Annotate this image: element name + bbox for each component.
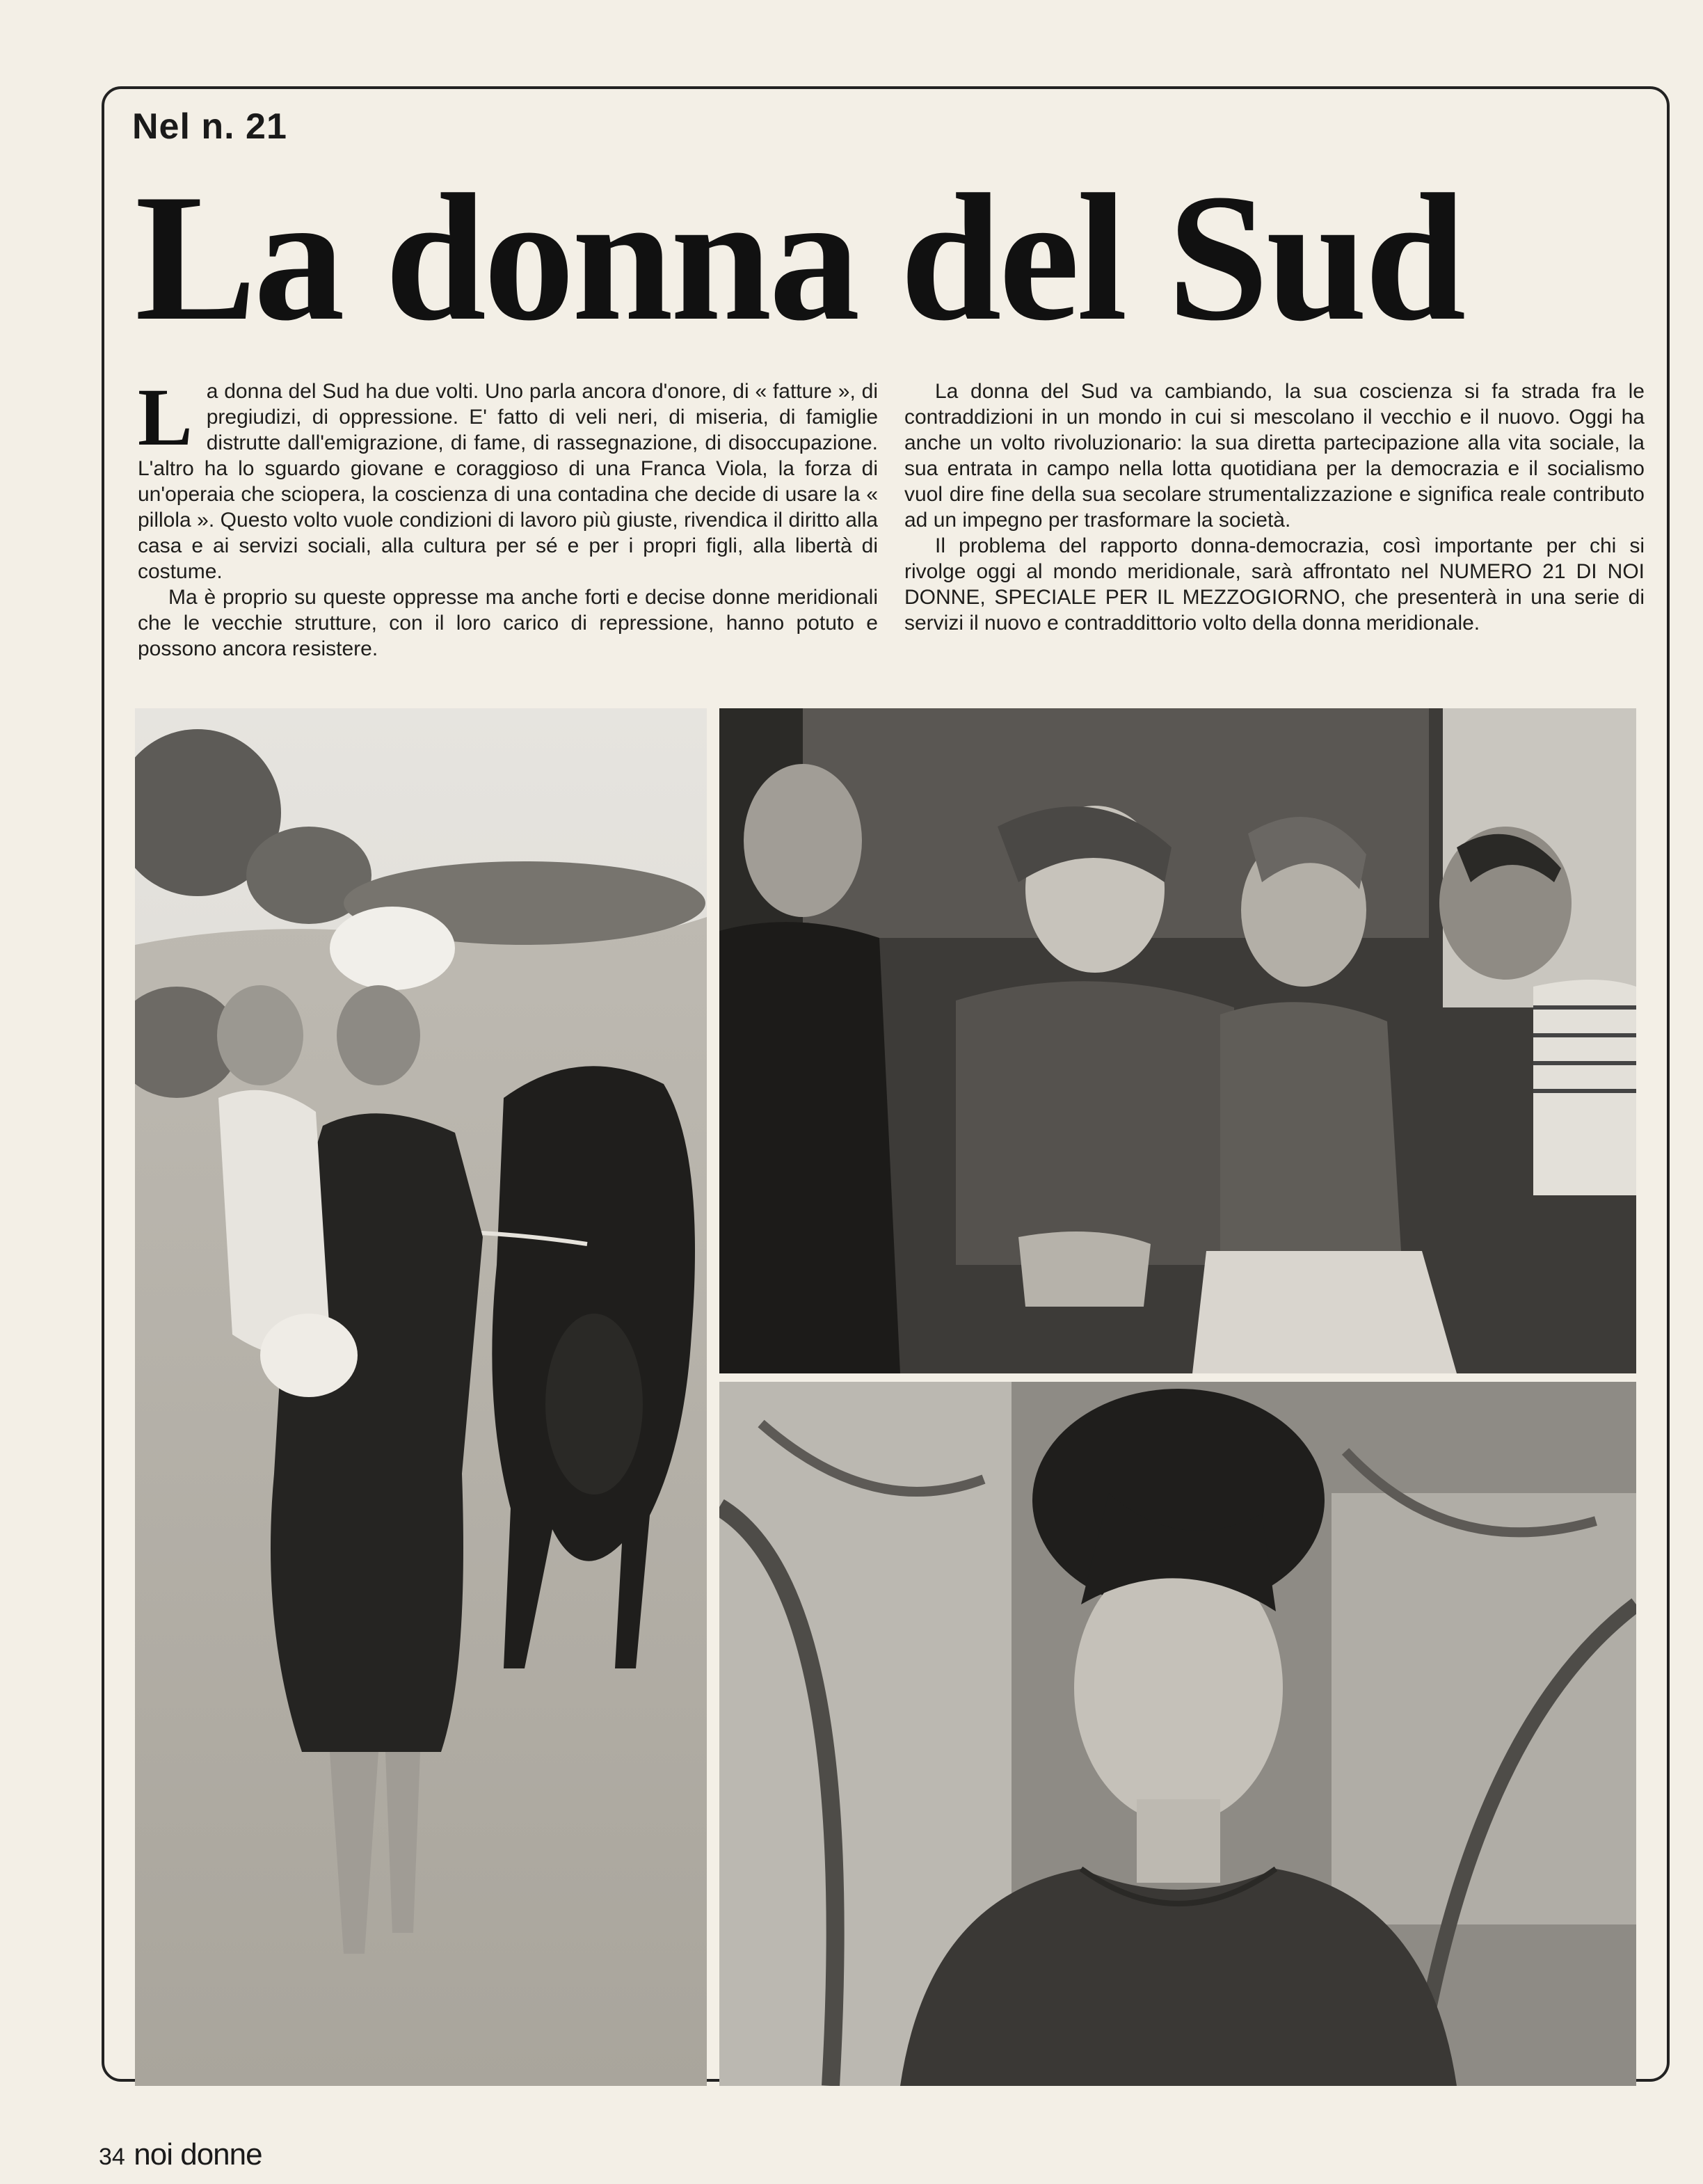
paragraph: Ma è proprio su queste oppresse ma anche forti e decise donne meridionali che le vecchie strutture, con il loro carico di repressione, hanno potuto e possono ancora resistere. (138, 586, 878, 660)
paragraph: Il problema del rapporto donna-democrazia, così importante per chi si rivolge oggi al mondo meridionale, sarà affrontato nel NUMERO 21 DI NOI DONNE, SPECIALE PER IL MEZZOGIORNO, che presenterà in una serie di servizi il nuovo e contraddittorio volto della donna meridionale. (904, 534, 1645, 635)
photo-young-people-in-cart (719, 708, 1636, 1373)
paragraph: La donna del Sud va cambiando, la sua coscienza si fa strada fra le contraddizioni in un mondo in cui si mescolano il vecchio e il nuovo. Oggi ha anche un volto rivoluzionario: la sua diretta partecipazione alla vita sociale, la sua entrata in campo nella lotta quotidiana per la democrazia e il socialismo vuol dire fine della sua secolare strumentalizzazione e significa reale contributo ad un impegno per trasformare la società. (904, 380, 1645, 532)
paragraph (138, 372, 878, 584)
page-footer (99, 2137, 262, 2172)
drop-cap: L (138, 372, 193, 463)
issue-kicker: Nel n. 21 (132, 106, 287, 147)
text-column-right (904, 378, 1645, 636)
page-number: 34 (99, 2144, 125, 2170)
photo-woman-with-child-and-cow (135, 708, 707, 2086)
article-headline: La donna del Sud (135, 157, 1464, 358)
photo-portrait-young-woman (719, 1382, 1636, 2086)
magazine-name: noi donne (134, 2137, 262, 2171)
paragraph-text: a donna del Sud ha due volti. Uno parla ancora d'onore, di « fatture », di pregiudizi, di oppressione. E' fatto di veli neri, di miseria, di famiglie distrutte dall'emigrazione, di fame, di rassegnazione, di disoccupazione. L'altro ha lo sguardo giovane e coraggioso di una Franca Viola, la forza di un'operaia che sciopera, la coscienza di una contadina che decide di usare la « pillola ». Questo volto vuole condizioni di lavoro più giuste, rivendica il diritto alla casa e ai servizi sociali, alla cultura per sé e per i propri figli, alla libertà di costume. (138, 380, 878, 583)
text-column-left (138, 372, 878, 662)
